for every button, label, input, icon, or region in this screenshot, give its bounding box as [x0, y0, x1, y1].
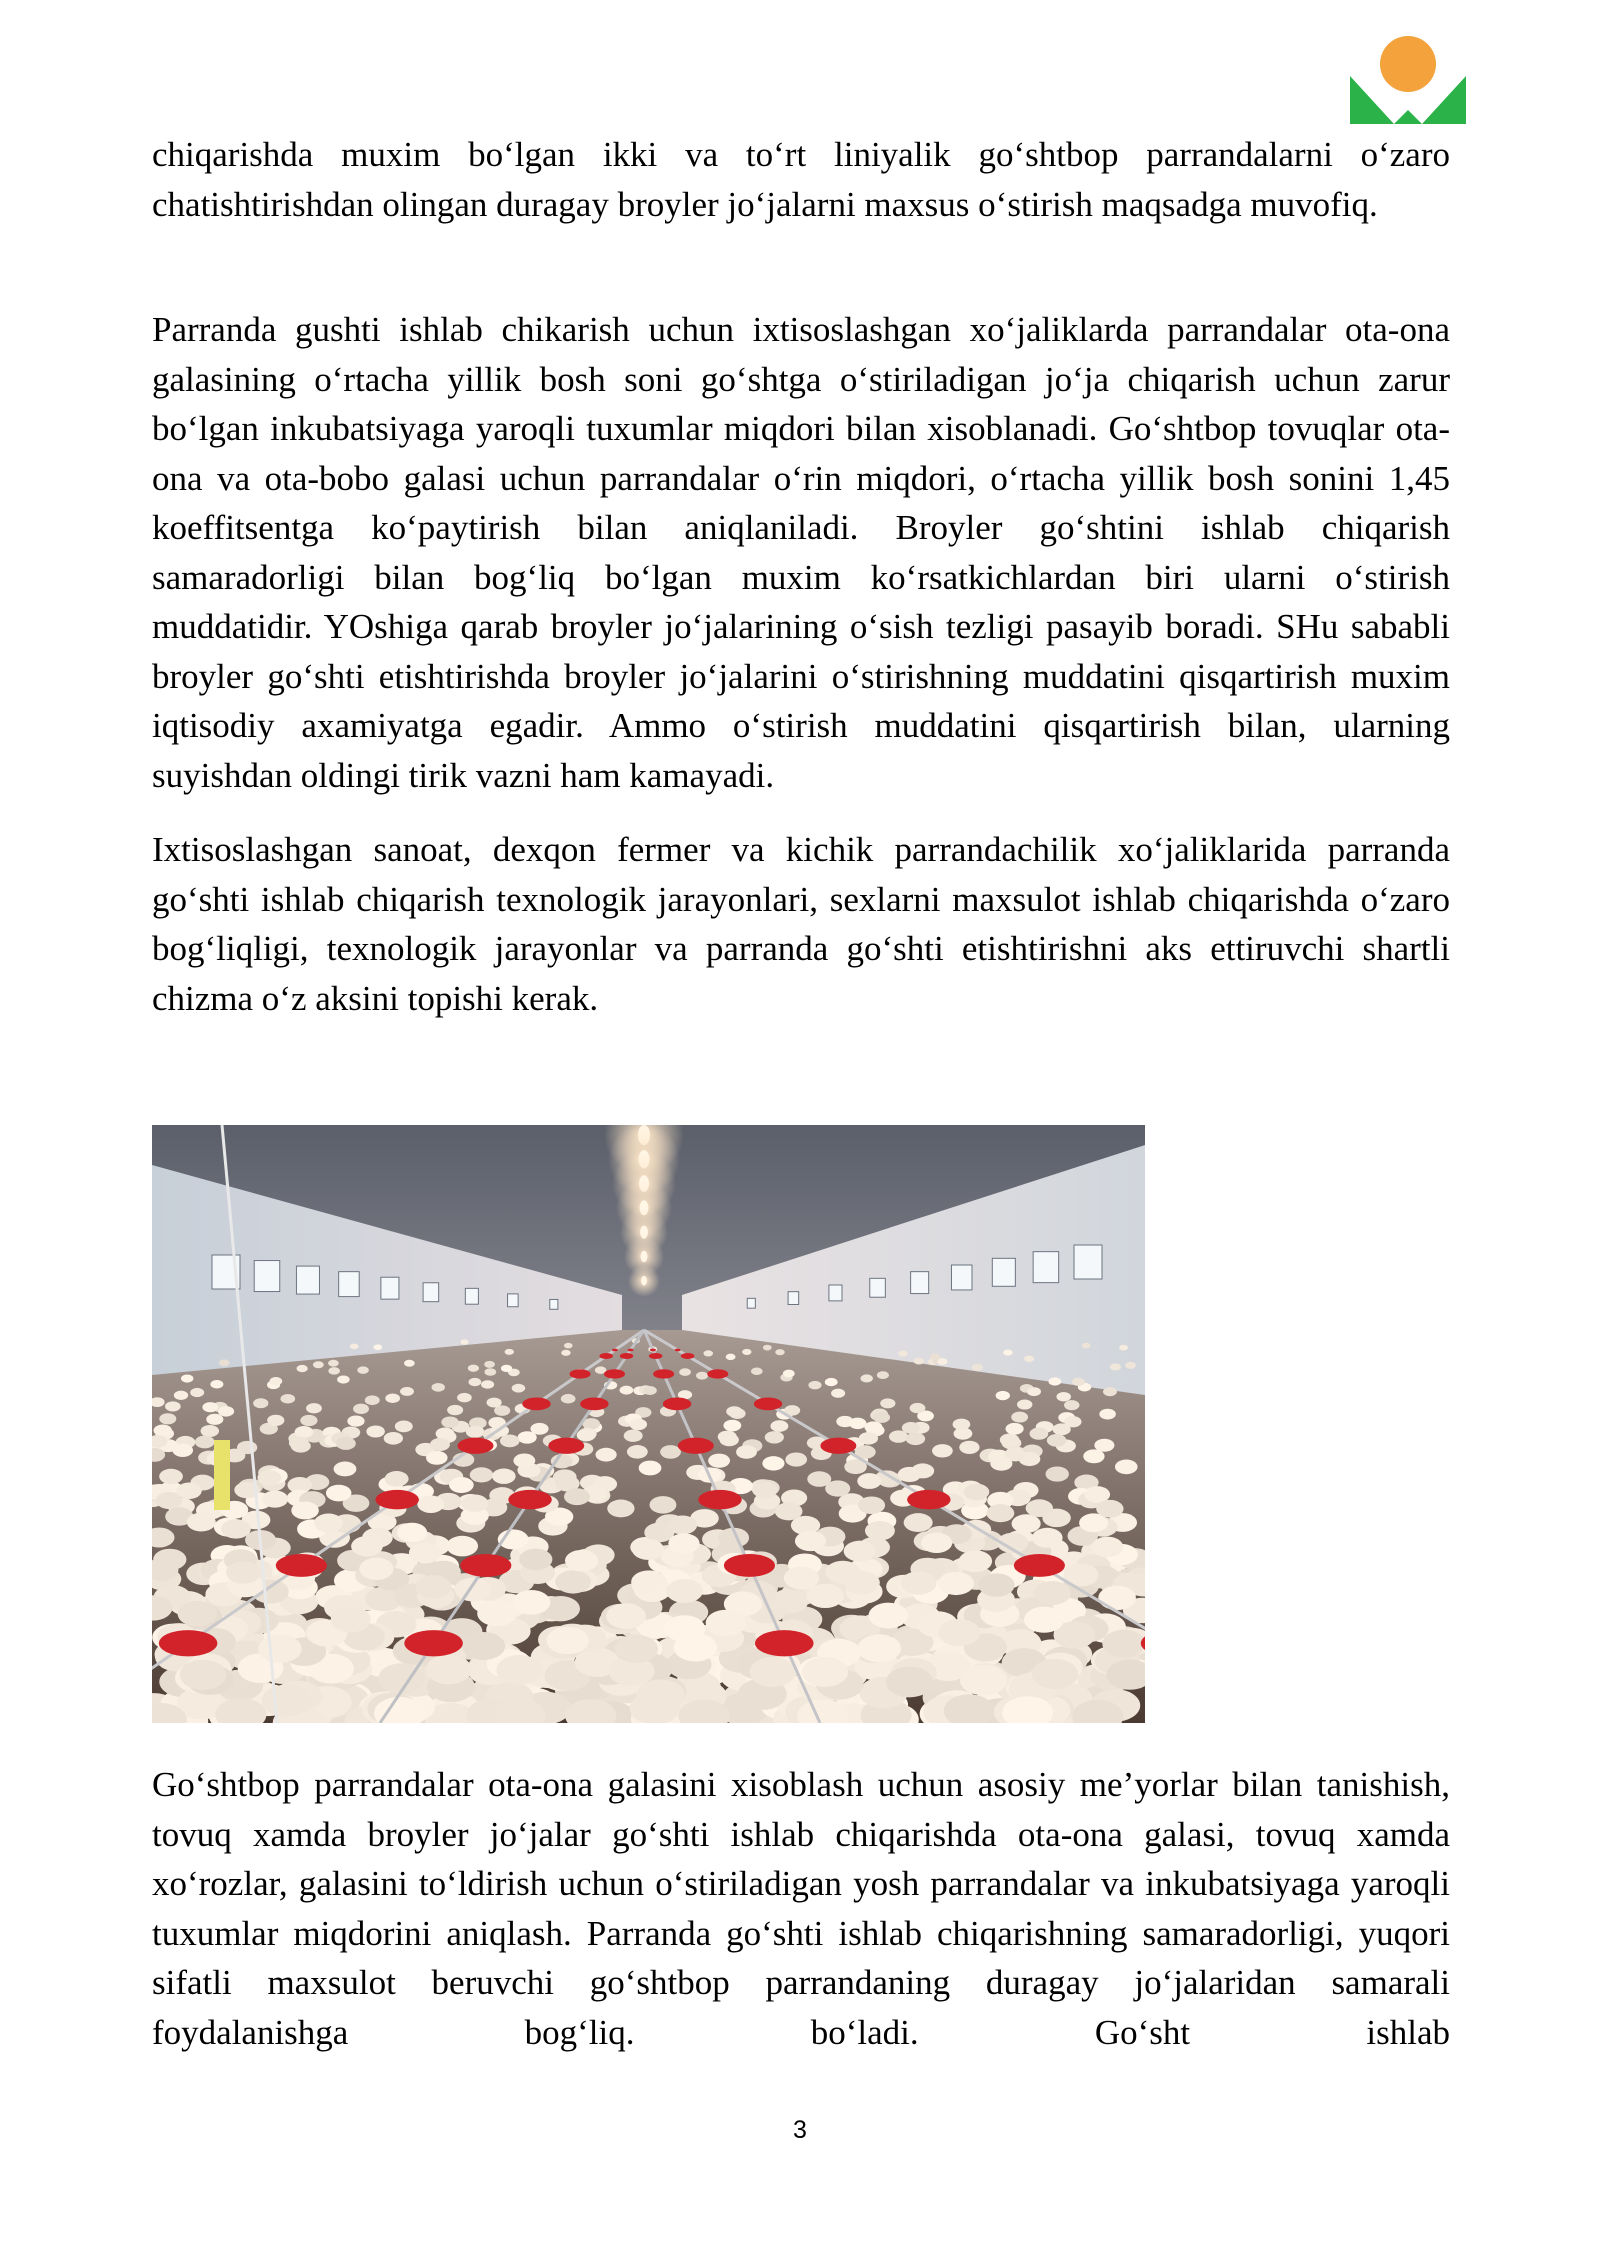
- logo-right-wing-icon: [1422, 76, 1466, 124]
- paragraph-4: Go‘shtbop parrandalar ota-ona galasini xisoblash uchun asosiy me’yorlar bilan tanishish, tovuq xamda broyler jo‘jalar go‘shti ishlab chiqarishda ota-ona galasi, tovuq xamda xo‘rozlar, galasini to‘ldirish uchun o‘stiriladigan yosh parrandalar va inkubatsiyaga yaroqli tuxumlar miqdorini aniqlash. Parranda go‘shti ishlab chiqarishning samaradorligi, yuqori sifatli maxsulot beruvchi go‘shtbop parrandaning duragay jo‘jalaridan samarali foydalanishga bog‘liq. bo‘ladi. Go‘sht ishlab: [152, 1765, 1450, 2052]
- paragraph-1: chiqarishda muxim bo‘lgan ikki va to‘rt liniyalik go‘shtbop parrandalarni o‘zaro chatishtirishdan olingan duragay broyler jo‘jalarni maxsus o‘stirish maqsadga muvofiq.: [152, 135, 1450, 224]
- paragraph-3: Ixtisoslashgan sanoat, dexqon fermer va kichik parrandachilik xo‘jaliklarida parranda go‘shti ishlab chiqarish texnologik jarayonlari, sexlarni maxsulot ishlab chiqarishda o‘zaro bog‘liqligi, texnologik jarayonlar va parranda go‘shti etishtirishni aks ettiruvchi shartli chizma o‘z aksini topishi kerak.: [152, 830, 1450, 1018]
- broiler-house-photo: [152, 1125, 1145, 1723]
- organization-logo: [1350, 36, 1466, 128]
- logo-center-icon: [1394, 110, 1422, 124]
- logo-left-wing-icon: [1350, 76, 1394, 124]
- logo-sun-icon: [1380, 36, 1436, 92]
- paragraph-2: Parranda gushti ishlab chikarish uchun ixtisoslashgan xo‘jaliklarda parrandalar ota-ona galasining o‘rtacha yillik bosh soni go‘shtga o‘stiriladigan jo‘ja chiqarish uchun zarur bo‘lgan inkubatsiyaga yaroqli tuxumlar miqdori bilan xisoblanadi. Go‘shtbop tovuqlar ota-ona va ota-bobo galasi uchun parrandalar o‘rin miqdori, o‘rtacha yillik bosh sonini 1,45 koeffitsentga ko‘paytirish bilan aniqlaniladi. Broyler go‘shtini ishlab chiqarish samaradorligi bilan bog‘liq bo‘lgan muxim ko‘rsatkichlardan biri ularni o‘stirish muddatidir. YOshiga qarab broyler jo‘jalarining o‘sish tezligi pasayib boradi. SHu sababli broyler go‘shti etishtirishda broyler jo‘jalarini o‘stirishning muddatini qisqartirish muxim iqtisodiy axamiyatga egadir. Ammo o‘stirish muddatini qisqartirish bilan, ularning suyishdan oldingi tirik vazni ham kamayadi.: [152, 310, 1450, 795]
- page-number: 3: [793, 2116, 807, 2144]
